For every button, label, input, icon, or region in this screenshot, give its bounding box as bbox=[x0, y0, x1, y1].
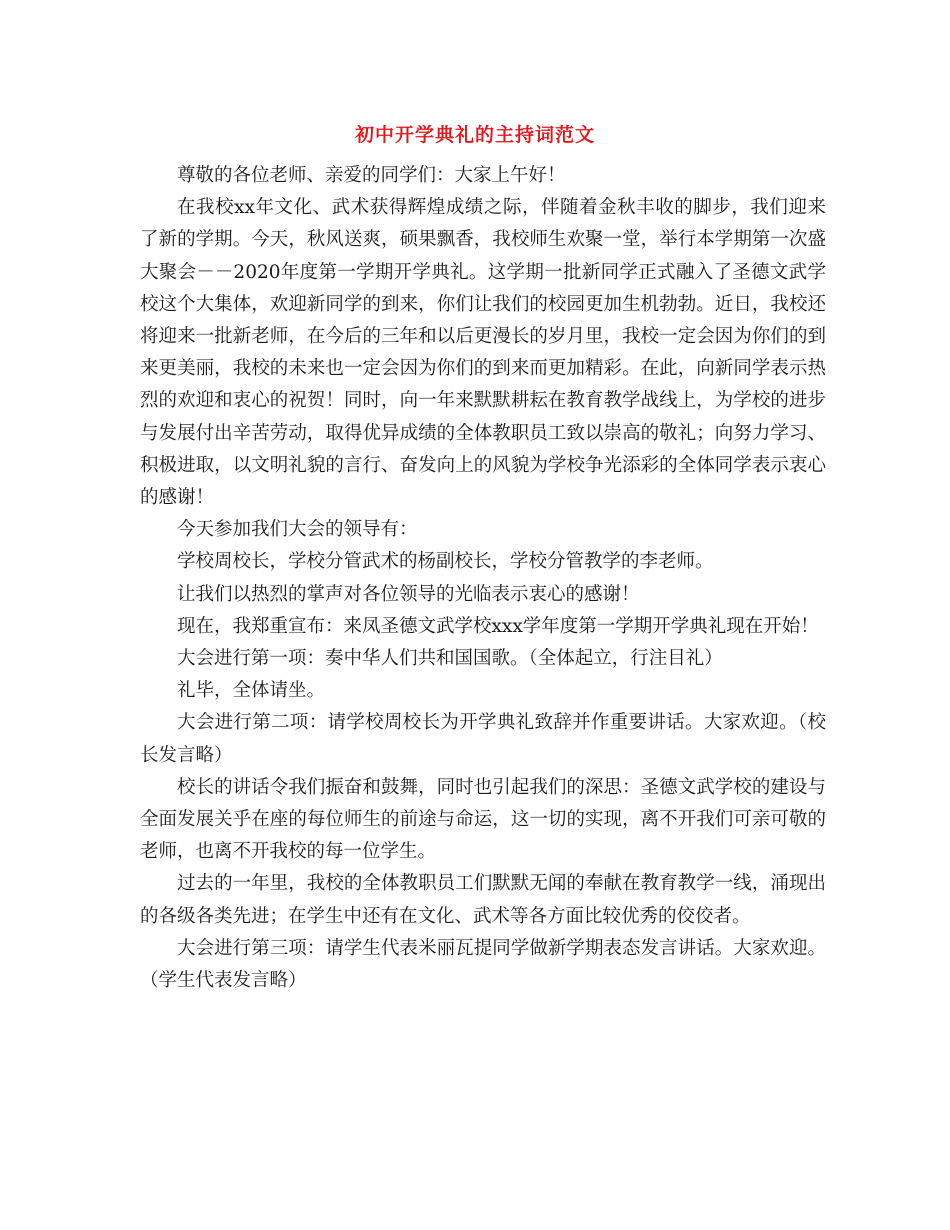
paragraph-applause: 让我们以热烈的掌声对各位领导的光临表示衷心的感谢！ bbox=[177, 583, 640, 605]
paragraph-item-two: 大会进行第二项：请学校周校长为开学典礼致辞并作重要讲话。大家欢迎。（校长发言略） bbox=[140, 712, 826, 766]
paragraph-be-seated: 礼毕，全体请坐。 bbox=[177, 680, 326, 702]
paragraph-announcement: 现在，我郑重宣布：来凤圣德文武学校xxx学年度第一学期开学典礼现在开始！ bbox=[177, 615, 819, 637]
document-body bbox=[140, 160, 826, 997]
paragraph-item-one: 大会进行第一项：奏中华人们共和国国歌。（全体起立，行注目礼） bbox=[177, 648, 723, 670]
paragraph-item-three: 大会进行第三项：请学生代表米丽瓦提同学做新学期表态发言讲话。大家欢迎。（学生代表发言略） bbox=[140, 937, 826, 992]
paragraph-opening: 在我校xx年文化、武术获得辉煌成绩之际，伴随着金秋丰收的脚步，我们迎来了新的学期。今天，秋风送爽，硕果飘香，我校师生欢聚一堂，举行本学期第一次盛大聚会－－2020年度第一学期开学典礼。这学期一批新同学正式融入了圣德文武学校这个大集体，欢迎新同学的到来，你们让我们的校园更加生机勃勃。近日，我校还将迎来一批新老师，在今后的三年和以后更漫长的岁月里，我校一定会因为你们的到来更美丽，我校的未来也一定会因为你们的到来而更加精彩。在此，向新同学表示热烈的欢迎和衷心的祝贺！同时，向一年来默默耕耘在教育教学战线上，为学校的进步与发展付出辛苦劳动，取得优异成绩的全体教职员工致以崇高的敬礼；向努力学习、积极进取，以文明礼貌的言行、奋发向上的风貌为学校争光添彩的全体同学表示衷心的感谢！ bbox=[140, 197, 826, 509]
paragraph-greeting: 尊敬的各位老师、亲爱的同学们：大家上午好！ bbox=[177, 165, 566, 186]
document-title: 初中开学典礼的主持词范文 bbox=[354, 124, 595, 146]
paragraph-principal-response: 校长的讲话令我们振奋和鼓舞，同时也引起我们的深思：圣德文武学校的建设与全面发展关乎在座的每位师生的前途与命运，这一切的实现，离不开我们可亲可敬的老师，也离不开我校的每一位学生。 bbox=[140, 776, 826, 863]
paragraph-past-year: 过去的一年里，我校的全体教职员工们默默无闻的奉献在教育教学一线，涌现出的各级各类先进；在学生中还有在文化、武术等各方面比较优秀的佼佼者。 bbox=[140, 873, 826, 927]
paragraph-leaders-intro: 今天参加我们大会的领导有： bbox=[177, 519, 418, 541]
paragraph-leaders-list: 学校周校长，学校分管武术的杨副校长，学校分管教学的李老师。 bbox=[177, 551, 714, 573]
